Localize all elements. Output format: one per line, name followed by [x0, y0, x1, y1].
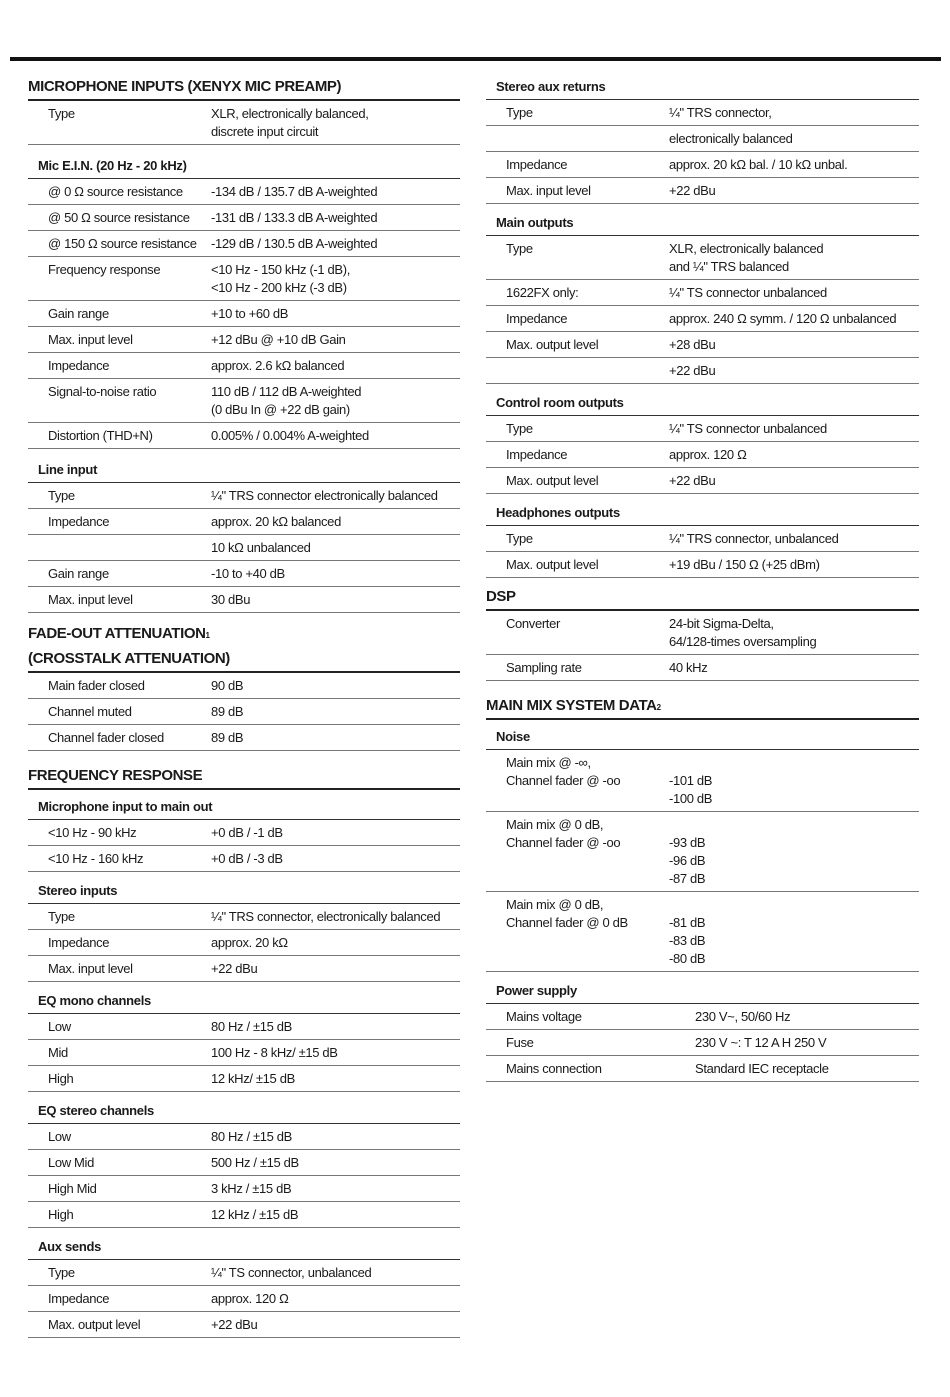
- subsection-title: Microphone input to main out: [28, 794, 460, 820]
- spec-row: [486, 552, 919, 578]
- section-title: MAIN MIX SYSTEM DATA$^2$: [486, 693, 919, 720]
- spec-value: +28 dBu: [669, 337, 716, 352]
- spec-label: Type: [48, 909, 75, 924]
- subsection-title: Control room outputs: [486, 390, 919, 416]
- spec-row: [28, 353, 460, 379]
- spec-row: [28, 179, 460, 205]
- top-rule: [10, 57, 941, 61]
- spec-value: approx. 20 kΩ: [211, 935, 288, 950]
- spec-value: approx. 2.6 kΩ balanced: [211, 358, 345, 373]
- spec-row: [28, 587, 460, 613]
- spec-label: Type: [506, 105, 533, 120]
- spec-row: [486, 306, 919, 332]
- subsection-title: Line input: [28, 457, 460, 483]
- spec-value: ¼" TS connector unbalanced: [669, 421, 827, 436]
- spec-row: [28, 846, 460, 872]
- spec-row: [28, 904, 460, 930]
- spec-value: 30 dBu: [211, 592, 251, 607]
- spec-row: [486, 236, 919, 280]
- spec-value: 24-bit Sigma-Delta, 64/128-times oversampling: [669, 616, 817, 649]
- spec-value: +19 dBu / 150 Ω (+25 dBm): [669, 557, 820, 572]
- spec-row: [28, 956, 460, 982]
- spec-row: [28, 301, 460, 327]
- spec-row: [486, 358, 919, 384]
- spec-value: XLR, electronically balanced and ¼" TRS balanced: [669, 241, 824, 274]
- subsection-title: Mic E.I.N. (20 Hz - 20 kHz): [28, 153, 460, 179]
- spec-value: +22 dBu: [669, 473, 716, 488]
- spec-row: [28, 483, 460, 509]
- spec-value: ¼" TRS connector electronically balanced: [211, 488, 438, 503]
- spec-value: approx. 120 Ω: [669, 447, 747, 462]
- spec-label: [486, 126, 669, 151]
- subsection-title: Headphones outputs: [486, 500, 919, 526]
- spec-value: -81 dB -83 dB -80 dB: [669, 915, 706, 966]
- subsection-title: Noise: [486, 724, 919, 750]
- spec-value: 10 kΩ unbalanced: [211, 540, 311, 555]
- spec-label: Mains connection: [506, 1061, 602, 1076]
- spec-label: Frequency response: [48, 262, 161, 277]
- subsection-title: Stereo aux returns: [486, 74, 919, 100]
- subsection-title: Aux sends: [28, 1234, 460, 1260]
- spec-row: [28, 1260, 460, 1286]
- section-title: MICROPHONE INPUTS (XENYX MIC PREAMP): [28, 74, 460, 101]
- spec-label: Channel muted: [48, 704, 132, 719]
- spec-row: [28, 820, 460, 846]
- spec-value: approx. 20 kΩ bal. / 10 kΩ unbal.: [669, 157, 848, 172]
- spec-value: 230 V ~: T 12 A H 250 V: [695, 1035, 827, 1050]
- left-column: [28, 74, 460, 1338]
- spec-row: [28, 699, 460, 725]
- spec-label: Max. input level: [48, 592, 133, 607]
- section-title: FADE-OUT ATTENUATION$^1$: [28, 625, 210, 642]
- spec-row: [486, 152, 919, 178]
- spec-label: Distortion (THD+N): [48, 428, 153, 443]
- spec-value: +10 to +60 dB: [211, 306, 289, 321]
- spec-label: Type: [48, 1265, 75, 1280]
- spec-value: -131 dB / 133.3 dB A-weighted: [211, 210, 378, 225]
- spec-row: [486, 1004, 919, 1030]
- spec-value: approx. 20 kΩ balanced: [211, 514, 341, 529]
- spec-value: 89 dB: [211, 730, 244, 745]
- spec-row: [28, 1202, 460, 1228]
- spec-row: [28, 379, 460, 423]
- spec-row: [486, 178, 919, 204]
- spec-row: [486, 526, 919, 552]
- spec-row: [28, 1286, 460, 1312]
- spec-label: <10 Hz - 90 kHz: [48, 825, 137, 840]
- spec-label: Max. input level: [48, 961, 133, 976]
- spec-row: [28, 1150, 460, 1176]
- spec-label: High: [48, 1071, 74, 1086]
- subsection-title: Main outputs: [486, 210, 919, 236]
- spec-value: +22 dBu: [669, 183, 716, 198]
- spec-value: ¼" TS connector unbalanced: [669, 285, 827, 300]
- section-title: DSP: [486, 584, 919, 611]
- spec-label: Impedance: [48, 358, 110, 373]
- spec-row: [28, 1312, 460, 1338]
- spec-row: [28, 561, 460, 587]
- spec-label: Main fader closed: [48, 678, 145, 693]
- spec-label: Mid: [48, 1045, 68, 1060]
- spec-label: Max. output level: [506, 557, 599, 572]
- spec-label: Max. input level: [48, 332, 133, 347]
- spec-row: [28, 1124, 460, 1150]
- subsection-title: Stereo inputs: [28, 878, 460, 904]
- spec-value: Standard IEC receptacle: [695, 1061, 829, 1076]
- spec-row: [28, 930, 460, 956]
- spec-label: Type: [48, 106, 75, 121]
- spec-value: 89 dB: [211, 704, 244, 719]
- spec-value: 90 dB: [211, 678, 244, 693]
- spec-row: [28, 101, 460, 145]
- spec-row: [28, 205, 460, 231]
- spec-value: -101 dB -100 dB: [669, 773, 713, 806]
- section-title: FREQUENCY RESPONSE: [28, 763, 460, 790]
- spec-value: ¼" TRS connector, electronically balanced: [211, 909, 441, 924]
- spec-value: -10 to +40 dB: [211, 566, 285, 581]
- spec-label: Channel fader closed: [48, 730, 164, 745]
- subsection-title: Power supply: [486, 978, 919, 1004]
- spec-row: [486, 416, 919, 442]
- spec-value: ¼" TS connector, unbalanced: [211, 1265, 372, 1280]
- spec-value: 230 V~, 50/60 Hz: [695, 1009, 791, 1024]
- spec-row: [28, 673, 460, 699]
- spec-value: -129 dB / 130.5 dB A-weighted: [211, 236, 378, 251]
- spec-row: [486, 892, 919, 972]
- spec-value: 3 kHz / ±15 dB: [211, 1181, 292, 1196]
- subsection-title: EQ stereo channels: [28, 1098, 460, 1124]
- spec-label: Converter: [506, 616, 560, 631]
- spec-row: [28, 1040, 460, 1066]
- spec-value: -93 dB -96 dB -87 dB: [669, 835, 706, 886]
- spec-row: [486, 332, 919, 358]
- spec-label: Impedance: [506, 447, 568, 462]
- spec-row: [28, 257, 460, 301]
- spec-value: ¼" TRS connector,: [669, 105, 772, 120]
- spec-value: +0 dB / -3 dB: [211, 851, 283, 866]
- spec-row: [486, 1030, 919, 1056]
- right-column: [486, 74, 919, 1082]
- spec-label: Impedance: [506, 157, 568, 172]
- spec-value: 0.005% / 0.004% A-weighted: [211, 428, 369, 443]
- spec-value: approx. 240 Ω symm. / 120 Ω unbalanced: [669, 311, 897, 326]
- spec-row: [486, 655, 919, 681]
- spec-label: Sampling rate: [506, 660, 582, 675]
- spec-label: @ 150 Ω source resistance: [48, 236, 197, 251]
- spec-value: 500 Hz / ±15 dB: [211, 1155, 299, 1170]
- spec-label: Main mix @ 0 dB, Channel fader @ 0 dB: [506, 897, 628, 930]
- section-title: (CROSSTALK ATTENUATION): [28, 646, 460, 673]
- spec-label: Max. output level: [48, 1317, 141, 1332]
- spec-label: Impedance: [48, 1291, 110, 1306]
- spec-value: 80 Hz / ±15 dB: [211, 1129, 293, 1144]
- spec-row: [486, 750, 919, 812]
- spec-label: Mains voltage: [506, 1009, 582, 1024]
- spec-label: Max. output level: [506, 473, 599, 488]
- spec-value: approx. 120 Ω: [211, 1291, 289, 1306]
- spec-row: [486, 611, 919, 655]
- spec-row: [486, 468, 919, 494]
- spec-row: [486, 1056, 919, 1082]
- spec-row: [28, 1176, 460, 1202]
- spec-value: electronically balanced: [669, 131, 793, 146]
- spec-value: +22 dBu: [211, 961, 258, 976]
- spec-row: [486, 442, 919, 468]
- spec-value: 80 Hz / ±15 dB: [211, 1019, 293, 1034]
- spec-row: [486, 812, 919, 892]
- spec-label: Gain range: [48, 306, 109, 321]
- spec-label: Signal-to-noise ratio: [48, 384, 157, 399]
- spec-value: -134 dB / 135.7 dB A-weighted: [211, 184, 378, 199]
- spec-row: [486, 280, 919, 306]
- spec-value: 100 Hz - 8 kHz/ ±15 dB: [211, 1045, 338, 1060]
- spec-label: Main mix @ -∞, Channel fader @ -oo: [506, 755, 621, 788]
- spec-row: [28, 327, 460, 353]
- spec-label: Low: [48, 1129, 71, 1144]
- spec-label: [486, 358, 669, 383]
- spec-label: Low Mid: [48, 1155, 94, 1170]
- spec-label: 1622FX only:: [506, 285, 579, 300]
- spec-value: +12 dBu @ +10 dB Gain: [211, 332, 346, 347]
- spec-value: XLR, electronically balanced, discrete input circuit: [211, 106, 369, 139]
- spec-value: <10 Hz - 150 kHz (-1 dB), <10 Hz - 200 kHz (-3 dB): [211, 262, 350, 295]
- spec-label: Type: [506, 421, 533, 436]
- spec-label: <10 Hz - 160 kHz: [48, 851, 144, 866]
- spec-label: [28, 535, 211, 560]
- spec-label: Gain range: [48, 566, 109, 581]
- spec-value: +22 dBu: [211, 1317, 258, 1332]
- spec-label: @ 50 Ω source resistance: [48, 210, 190, 225]
- spec-row: [28, 509, 460, 535]
- spec-row: [28, 1066, 460, 1092]
- spec-label: High: [48, 1207, 74, 1222]
- subsection-title: EQ mono channels: [28, 988, 460, 1014]
- spec-label: Max. output level: [506, 337, 599, 352]
- spec-value: 110 dB / 112 dB A-weighted (0 dBu In @ +22 dB gain): [211, 384, 362, 417]
- spec-row: [28, 423, 460, 449]
- spec-value: 12 kHz/ ±15 dB: [211, 1071, 295, 1086]
- spec-value: 40 kHz: [669, 660, 708, 675]
- spec-label: Max. input level: [506, 183, 591, 198]
- spec-label: Impedance: [506, 311, 568, 326]
- spec-label: @ 0 Ω source resistance: [48, 184, 183, 199]
- spec-label: Type: [506, 531, 533, 546]
- spec-label: Type: [48, 488, 75, 503]
- spec-value: ¼" TRS connector, unbalanced: [669, 531, 839, 546]
- spec-row: [28, 725, 460, 751]
- spec-value: +0 dB / -1 dB: [211, 825, 283, 840]
- spec-label: Impedance: [48, 935, 110, 950]
- spec-label: Impedance: [48, 514, 110, 529]
- spec-value: 12 kHz / ±15 dB: [211, 1207, 299, 1222]
- spec-row: [486, 100, 919, 126]
- spec-value: +22 dBu: [669, 363, 716, 378]
- spec-row: [28, 231, 460, 257]
- spec-label: Main mix @ 0 dB, Channel fader @ -oo: [506, 817, 621, 850]
- spec-label: Low: [48, 1019, 71, 1034]
- spec-label: Type: [506, 241, 533, 256]
- spec-label: High Mid: [48, 1181, 97, 1196]
- spec-row: [28, 1014, 460, 1040]
- spec-row: [486, 126, 919, 152]
- spec-row: [28, 535, 460, 561]
- spec-label: Fuse: [506, 1035, 534, 1050]
